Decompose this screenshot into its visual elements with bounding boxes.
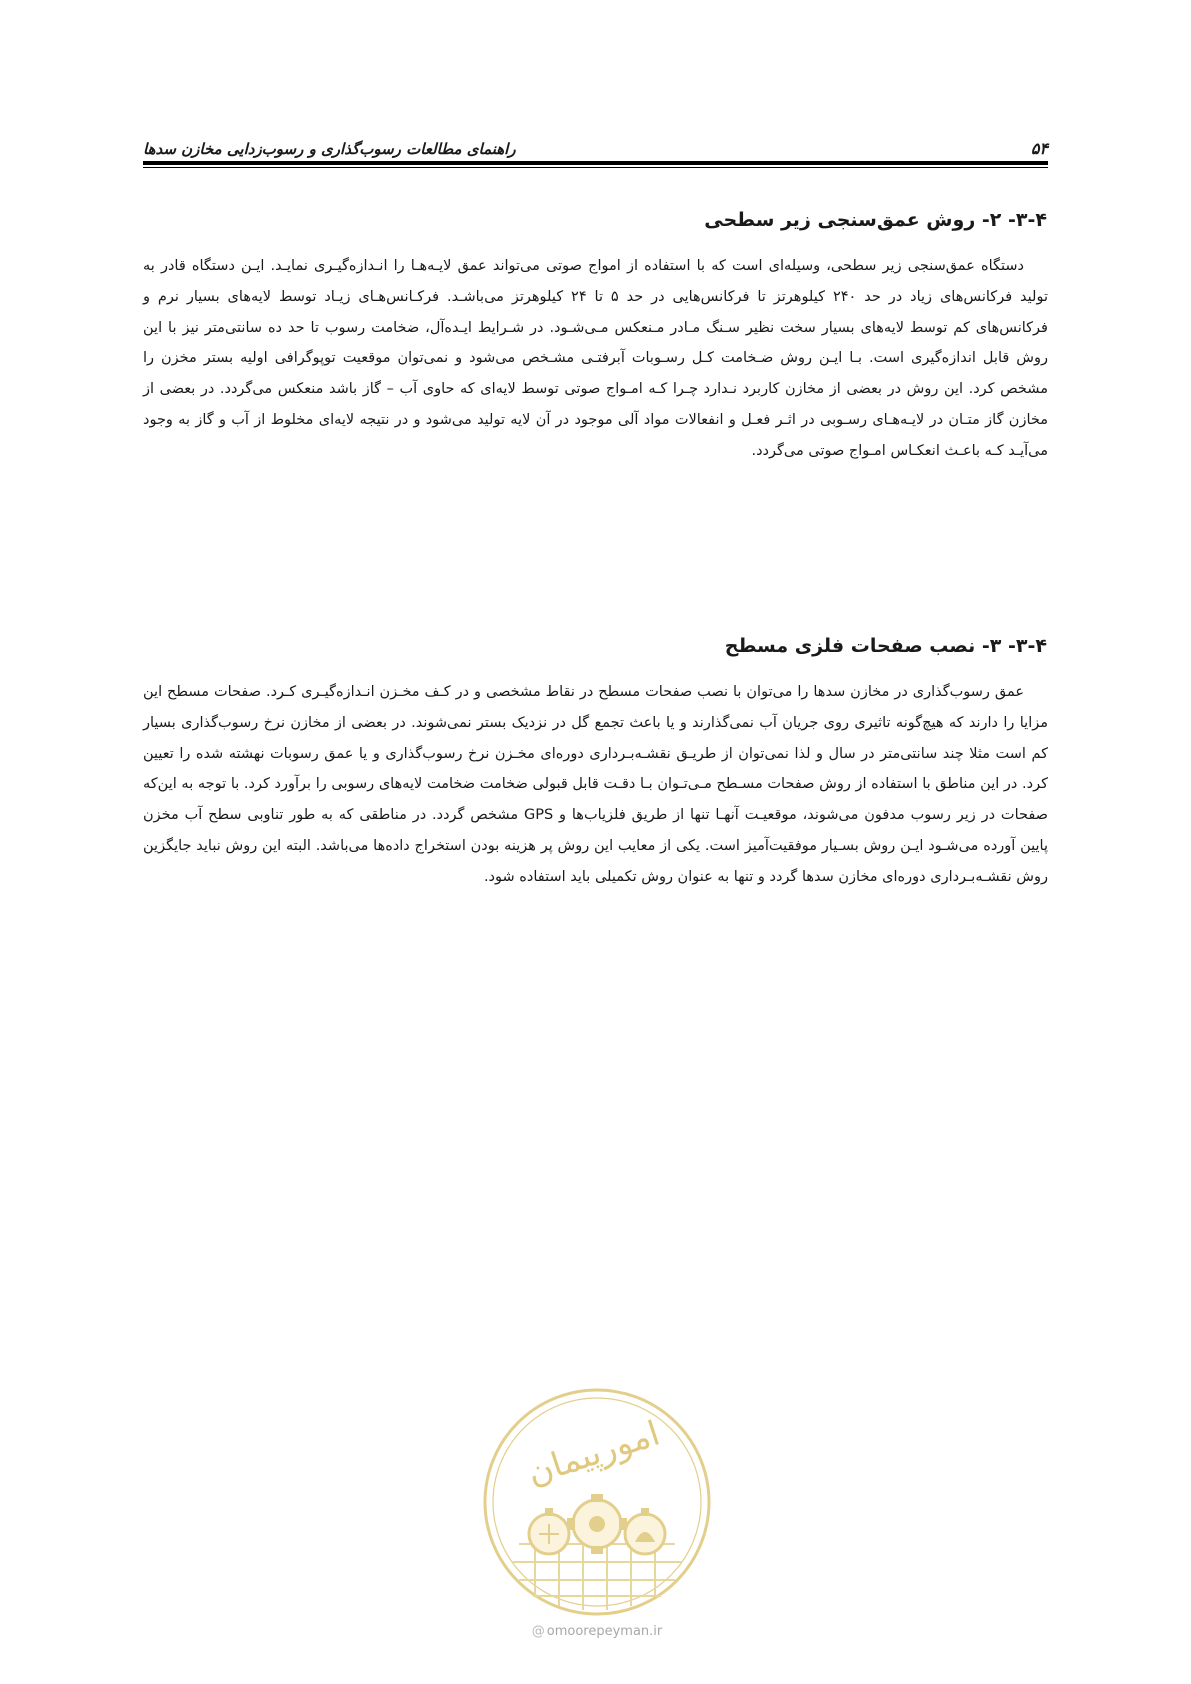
body-paragraph: دستگاه عمق‌سنجی زیر سطحی، وسیله‌ای است که با استفاده از امواج صوتی می‌تواند عمق لایـه‌هـا را انـدازه‌گیـری نمایـد. ایـن دستگاه قادر به تولید فرکانس‌های زیاد در حد ۲۴۰ کیلوهرتز تا فرکانس‌هایی در حد ۵ تا ۲۴ کیلوهرتز می‌باشـد. فرکـانس‌هـای زیـاد توسط لایه‌های بسیار نرم و فرکانس‌های کم توسط لایه‌های بسیار سخت نظیر سـنگ مـادر مـنعکس مـی‌شـود. در شـرایط ایـده‌آل، ضخامت رسوب تا حد ده سانتی‌متر نیز با این روش قابل اندازه‌گیری است. بـا ایـن روش ضـخامت کـل رسـوبات آبرفتـی مشـخص می‌شود و نمی‌توان موقعیت توپوگرافی اولیه بستر مخزن را مشخص کرد. این روش در بعضی از مخازن کاربرد نـدارد چـرا کـه امـواج صوتی توسط لایه‌ای که حاوی آب – گاز باشد منعکس می‌گردد. در بعضی از مخازن گاز متـان در لایـه‌هـای رسـوبی در اثـر فعـل و انفعالات مواد آلی موجود در آن لایه تولید می‌شود و در نتیجه لایه‌ای مخلوط از آب و گاز به وجود می‌آیـد کـه باعـث انعکـاس امـواج صوتی می‌گردد. <box>143 258 1048 459</box>
section-flat-metal-plates <box>143 631 1048 885</box>
at-icon: @ <box>531 1624 545 1639</box>
section-heading: ۳-۴- ۳- نصب صفحات فلزی مسطح <box>724 635 1047 657</box>
header-rule <box>143 161 1048 165</box>
section-subsurface-sounding <box>143 205 1048 459</box>
watermark-url <box>479 1624 715 1639</box>
watermark-logo-text: امورپیمان <box>522 1413 665 1494</box>
watermark-logo-icon <box>479 1384 715 1620</box>
header-rule-thin <box>143 167 1048 168</box>
running-header <box>143 128 1048 158</box>
section-heading: ۳-۴- ۲- روش عمق‌سنجی زیر سطحی <box>704 209 1047 231</box>
watermark-url-text: omoorepeyman.ir <box>546 1624 663 1639</box>
running-header-title: راهنمای مطالعات رسوب‌گذاری و رسوب‌زدایی مخازن سدها <box>143 140 516 158</box>
page-number: ۵۴ <box>1030 139 1048 158</box>
body-paragraph: عمق رسوب‌گذاری در مخازن سدها را می‌توان با نصب صفحات مسطح در نقاط مشخصی و در کـف مخـزن انـدازه‌گیـری کـرد. صفحات مسطح این مزایا را دارند که هیچ‌گونه تاثیری روی جریان آب نمی‌گذارند و یا باعث تجمع گل در نزدیک بستر نمی‌شوند. در بعضی از مخازن نرخ رسوب‌گذاری بسیار کم است مثلا چند سانتی‌متر در سال و لذا نمی‌توان از طریـق نقشـه‌بـرداری دوره‌ای مخـزن نرخ رسوب‌گذاری و یا عمق رسوبات نهشته شده را تعیین کرد. در این مناطق با استفاده از روش صفحات مسـطح مـی‌تـوان بـا دقـت قابل قبولی ضخامت ضخامت لایه‌های رسوبی را برآورد کرد. با توجه به این‌که صفحات در زیر رسوب مدفون می‌شوند، موقعیـت آنهـا تنها از طریق فلزیاب‌ها و GPS مشخص گردد. در مناطقی که به طور تناوبی سطح آب مخزن پایین آورده می‌شـود ایـن روش بسـیار موفقیت‌آمیز است. یکی از معایب این روش پر هزینه بودن استخراج داده‌ها می‌باشد. البته این روش نباید جایگزین روش نقشـه‌بـرداری دوره‌ای مخازن سدها گردد و تنها به عنوان روش تکمیلی باید استفاده شود. <box>143 684 1048 885</box>
